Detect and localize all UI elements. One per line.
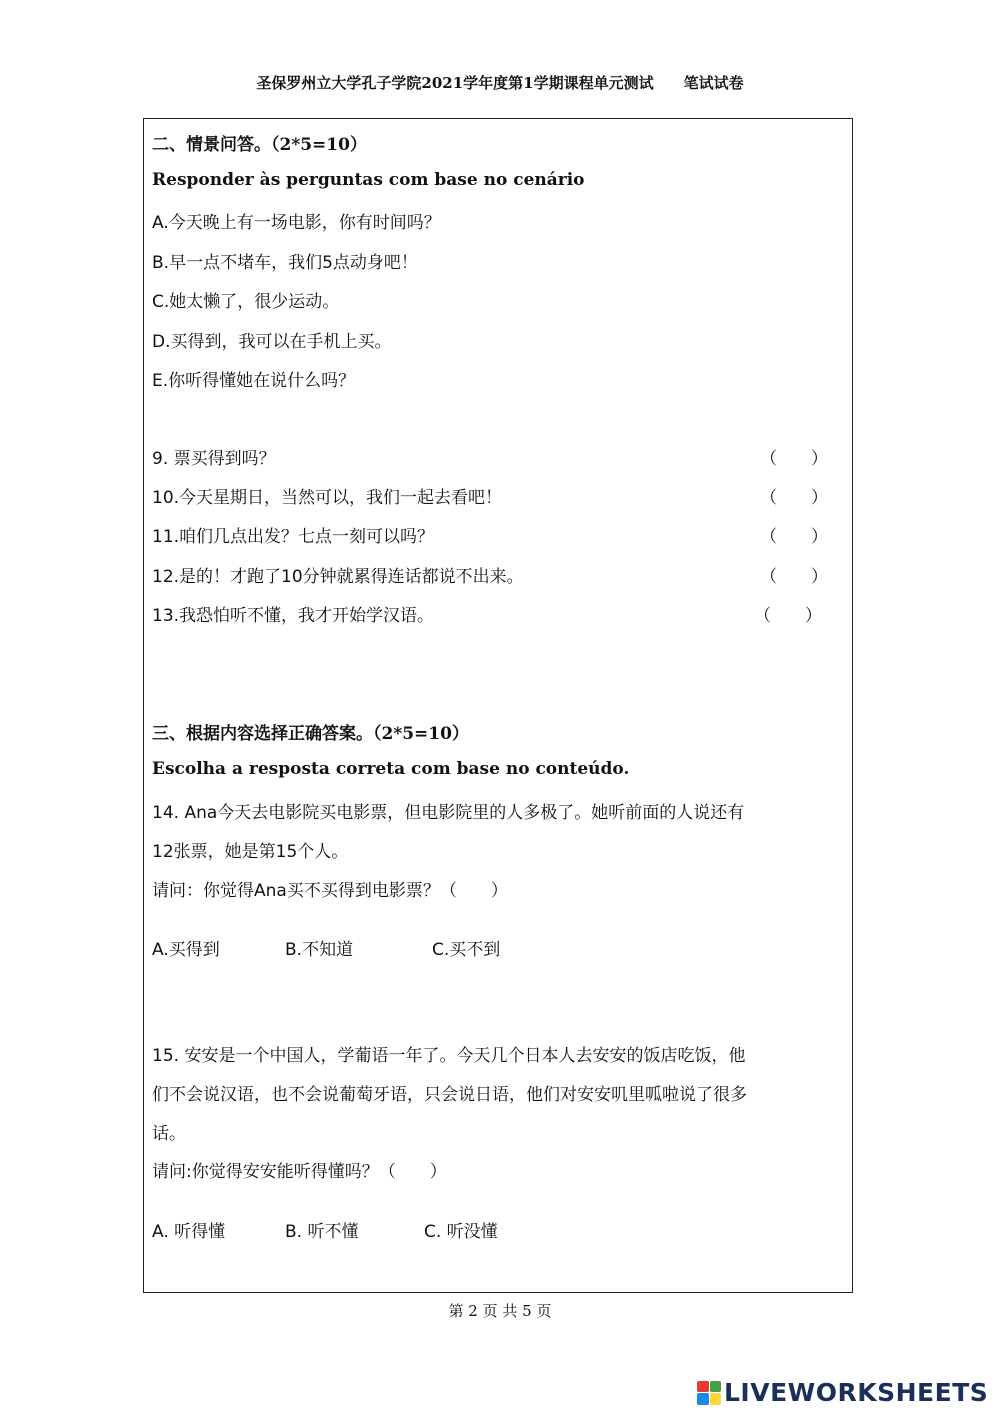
answer-blank-12[interactable]: （ ） [760, 567, 828, 587]
section3-subtitle: Escolha a resposta correta com base no conteúdo. [152, 759, 630, 779]
section2-subtitle: Responder às perguntas com base no cenário [152, 170, 585, 190]
q14-question: 请问：你觉得Ana买不买得到电影票？（ ） [152, 881, 508, 901]
answer-blank-13[interactable]: （ ） [754, 606, 822, 626]
logo-square-yellow [710, 1393, 722, 1405]
question-9: 9. 票买得到吗？ [152, 449, 276, 469]
option-b: B.早一点不堵车，我们5点动身吧！ [152, 253, 418, 273]
question-13: 13.我恐怕听不懂，我才开始学汉语。 [152, 606, 435, 626]
section2-title: 二、情景问答。（2*5=10） [152, 135, 367, 155]
exam-header: 圣保罗州立大学孔子学院2021学年度第1学期课程单元测试 笔试试卷 [256, 74, 744, 92]
logo-square-green [710, 1381, 722, 1393]
q15-text-line1: 15. 安安是一个中国人，学葡语一年了。今天几个日本人去安安的饭店吃饭，他 [152, 1046, 746, 1066]
option-d: D.买得到，我可以在手机上买。 [152, 332, 392, 352]
q15-choice-c[interactable]: C. 听没懂 [424, 1222, 498, 1242]
q15-text-line3: 话。 [152, 1124, 186, 1144]
q14-text-line1: 14. Ana今天去电影院买电影票，但电影院里的人多极了。她听前面的人说还有 [152, 803, 745, 823]
logo-text: LIVEWORKSHEETS [724, 1378, 989, 1407]
question-11: 11.咱们几点出发？七点一刻可以吗？ [152, 527, 435, 547]
option-c: C.她太懒了，很少运动。 [152, 292, 340, 312]
q14-choice-a[interactable]: A.买得到 [152, 940, 220, 960]
logo-square-red [697, 1381, 709, 1393]
option-e: E.你听得懂她在说什么吗？ [152, 371, 356, 391]
q14-text-line2: 12张票，她是第15个人。 [152, 842, 349, 862]
answer-blank-11[interactable]: （ ） [760, 527, 828, 547]
answer-blank-9[interactable]: （ ） [760, 449, 828, 469]
q14-choice-b[interactable]: B.不知道 [285, 940, 354, 960]
section3-title: 三、根据内容选择正确答案。（2*5=10） [152, 724, 469, 744]
q15-choice-b[interactable]: B. 听不懂 [285, 1222, 359, 1242]
q15-question: 请问:你觉得安安能听得懂吗？（ ） [152, 1162, 447, 1182]
q15-text-line2: 们不会说汉语，也不会说葡萄牙语，只会说日语，他们对安安叽里呱啦说了很多 [152, 1085, 747, 1105]
q14-choice-c[interactable]: C.买不到 [432, 940, 501, 960]
question-10: 10.今天星期日，当然可以，我们一起去看吧！ [152, 488, 503, 508]
q15-choice-a[interactable]: A. 听得懂 [152, 1222, 226, 1242]
option-a: A.今天晚上有一场电影，你有时间吗？ [152, 213, 441, 233]
question-12: 12.是的！才跑了10分钟就累得连话都说不出来。 [152, 567, 524, 587]
liveworksheets-logo [697, 1378, 988, 1407]
answer-blank-10[interactable]: （ ） [760, 488, 828, 508]
page-number: 第 2 页 共 5 页 [448, 1302, 552, 1320]
logo-mark-icon [697, 1381, 721, 1405]
logo-square-blue [697, 1393, 709, 1405]
